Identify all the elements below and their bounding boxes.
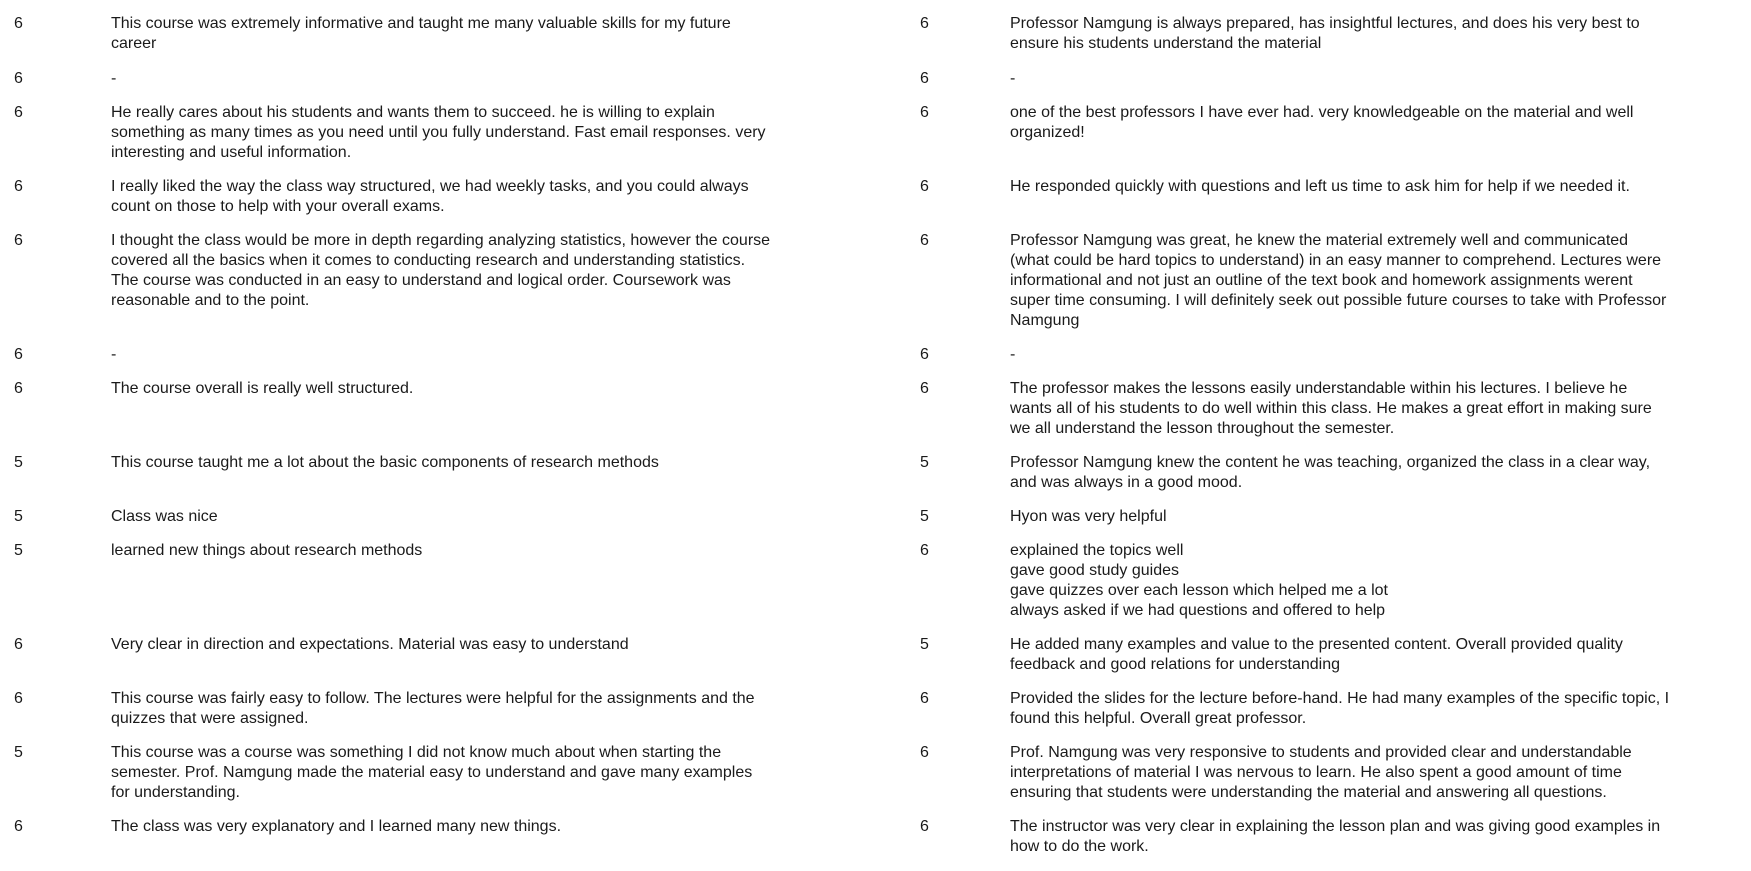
rating-value: 5 [920, 508, 929, 525]
comment-text: I really liked the way the class way structured, we had weekly tasks, and you could always count on those to help with your overall exams. [111, 178, 749, 215]
comment-text: I thought the class would be more in depth regarding analyzing statistics, however the course covered all the basics when it comes to conducting research and understanding statistics. The course was conducted in an easy to understand and logical order. Coursework was reasonable and to the point. [111, 232, 771, 309]
comment-text: - [111, 346, 117, 363]
rating-value: 6 [920, 15, 929, 32]
rating-value: 5 [920, 636, 929, 653]
comment-text: one of the best professors I have ever had. very knowledgeable on the material and well organized! [1010, 104, 1634, 141]
rating-value: 6 [920, 818, 929, 835]
comment-text: He really cares about his students and wants them to succeed. he is willing to explain something as many times as you need until you fully understand. Fast email responses. very interesting and useful information. [111, 104, 766, 161]
comment-text: He responded quickly with questions and left us time to ask him for help if we needed it. [1010, 178, 1630, 195]
comment-text: Class was nice [111, 508, 218, 525]
rating-value: 6 [14, 104, 23, 121]
rating-value: 5 [14, 508, 23, 525]
comment-text: - [1010, 70, 1016, 87]
rating-value: 6 [14, 178, 23, 195]
rating-value: 6 [14, 232, 23, 249]
rating-value: 6 [920, 178, 929, 195]
rating-value: 6 [920, 346, 929, 363]
rating-value: 6 [920, 104, 929, 121]
rating-value: 6 [920, 380, 929, 397]
rating-value: 6 [14, 346, 23, 363]
comment-text: Provided the slides for the lecture before-hand. He had many examples of the specific topic, I found this helpful. Overall great professor. [1010, 690, 1670, 727]
comment-text: This course was extremely informative and taught me many valuable skills for my future career [111, 15, 731, 52]
comment-text: - [111, 70, 117, 87]
rating-value: 6 [14, 70, 23, 87]
comment-text: This course was a course was something I did not know much about when starting the semester. Prof. Namgung made the material easy to understand and gave many examples for understanding. [111, 744, 753, 801]
rating-value: 6 [14, 818, 23, 835]
rating-value: 5 [14, 542, 23, 559]
rating-value: 6 [920, 542, 929, 559]
comment-text: Hyon was very helpful [1010, 508, 1167, 525]
comment-text: Professor Namgung knew the content he was teaching, organized the class in a clear way, and was always in a good mood. [1010, 454, 1651, 491]
rating-value: 5 [14, 744, 23, 761]
rating-value: 6 [14, 636, 23, 653]
rating-value: 6 [14, 380, 23, 397]
rating-value: 5 [14, 454, 23, 471]
comment-text: This course taught me a lot about the basic components of research methods [111, 454, 659, 471]
comment-text: The professor makes the lessons easily understandable within his lectures. I believe he wants all of his students to do well within this class. He makes a great effort in making sure we all understand the lesson throughout the semester. [1010, 380, 1652, 437]
rating-value: 6 [920, 690, 929, 707]
rating-value: 6 [14, 15, 23, 32]
comment-text: explained the topics well gave good study guides gave quizzes over each lesson which helped me a lot always asked if we had questions and offered to help [1010, 542, 1388, 619]
comment-text: He added many examples and value to the presented content. Overall provided quality feedback and good relations for understanding [1010, 636, 1623, 673]
comment-text: This course was fairly easy to follow. The lectures were helpful for the assignments and the quizzes that were assigned. [111, 690, 755, 727]
comment-text: Professor Namgung is always prepared, has insightful lectures, and does his very best to ensure his students understand the material [1010, 15, 1640, 52]
rating-value: 6 [920, 70, 929, 87]
comment-text: The course overall is really well structured. [111, 380, 414, 397]
comment-text: Professor Namgung was great, he knew the material extremely well and communicated (what could be hard topics to understand) in an easy manner to comprehend. Lectures were informational and not just an outline of the text book and homework assignments werent super time consuming. I will definitely seek out possible future courses to take with Professor Namgung [1010, 232, 1667, 329]
comment-text: Very clear in direction and expectations. Material was easy to understand [111, 636, 629, 653]
comment-text: Prof. Namgung was very responsive to students and provided clear and understandable interpretations of material I was nervous to learn. He also spent a good amount of time ensuring that students were understanding the material and answering all questions. [1010, 744, 1632, 801]
comment-text: learned new things about research methods [111, 542, 423, 559]
rating-value: 6 [920, 232, 929, 249]
comment-text: The instructor was very clear in explaining the lesson plan and was giving good examples in how to do the work. [1010, 818, 1661, 855]
rating-value: 6 [920, 744, 929, 761]
comment-text: The class was very explanatory and I learned many new things. [111, 818, 562, 835]
comment-text: - [1010, 346, 1016, 363]
rating-value: 5 [920, 454, 929, 471]
rating-value: 6 [14, 690, 23, 707]
